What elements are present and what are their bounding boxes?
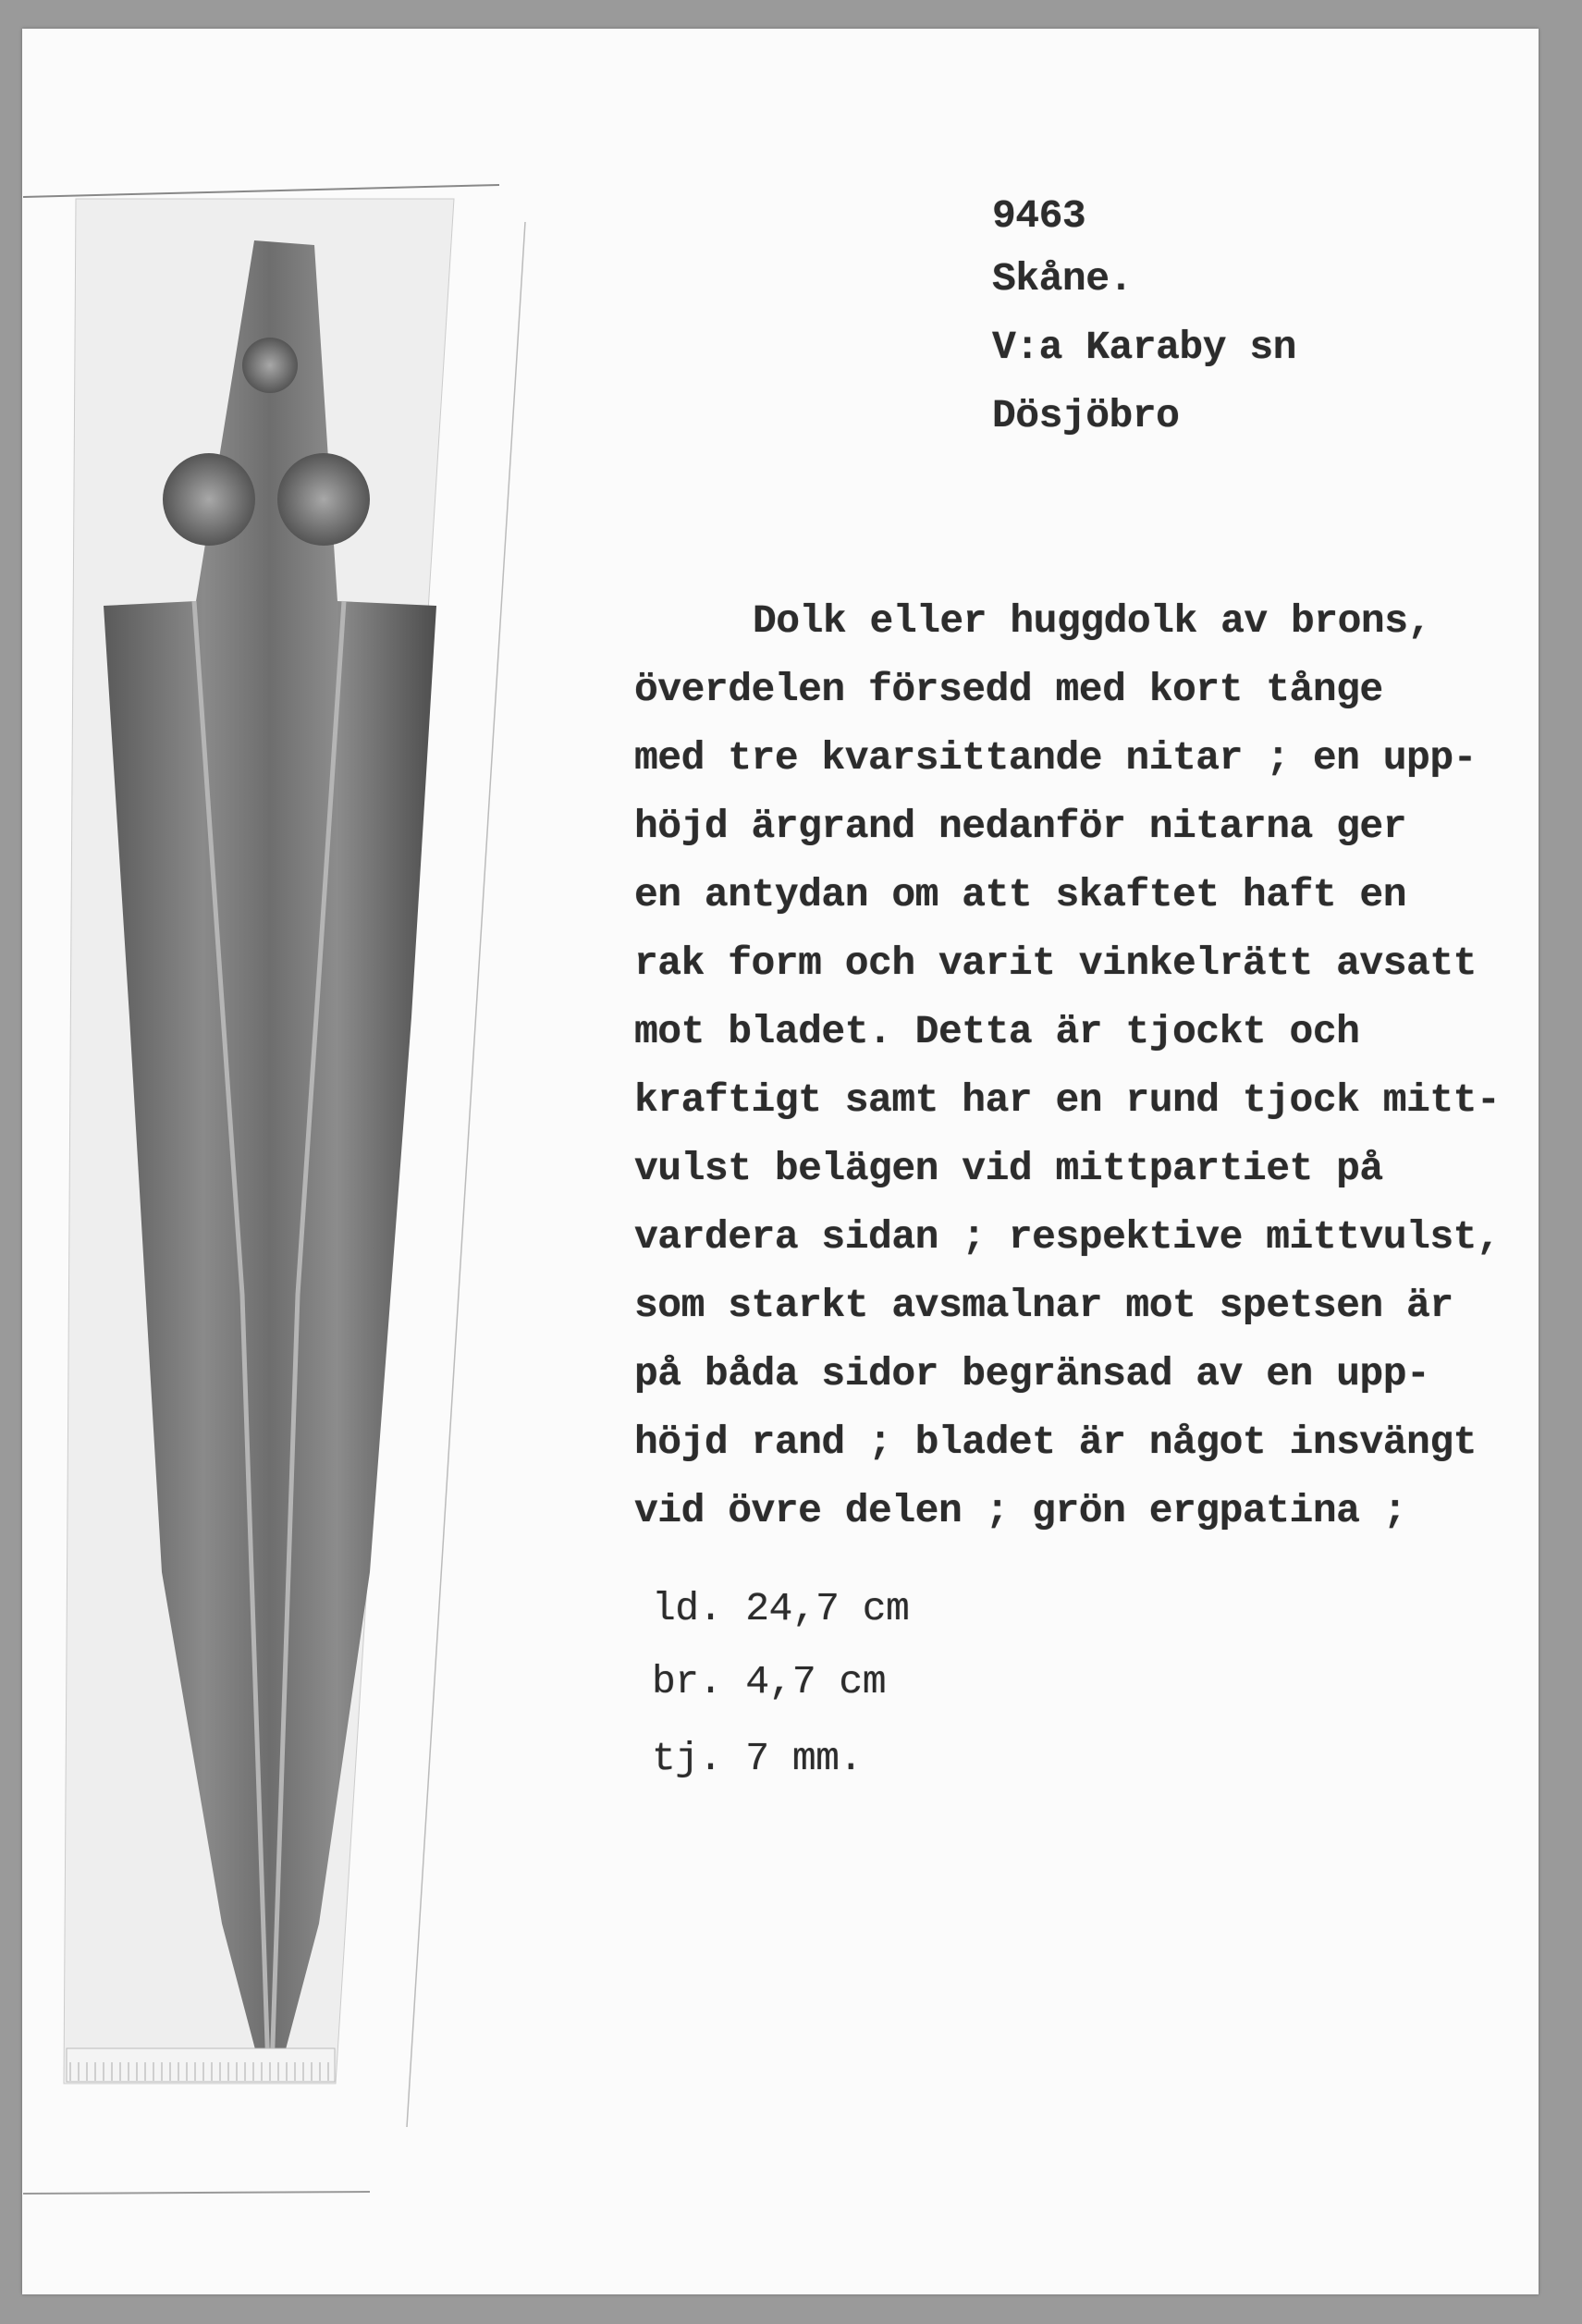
card-bottom-line	[23, 2192, 370, 2194]
description-line: höjd rand ; bladet är något insvängt	[634, 1420, 1477, 1465]
description-line: kraftigt samt har en rund tjock mitt-	[634, 1077, 1501, 1123]
catalog-number: 9463	[992, 193, 1086, 239]
description-line: mot bladet. Detta är tjockt och	[634, 1009, 1360, 1054]
province: Skåne.	[992, 256, 1133, 301]
description-line: höjd ärgrand nedanför nitarna ger	[634, 804, 1407, 849]
measurement-line: br. 4,7 cm	[652, 1659, 887, 1704]
description-line: som starkt avsmalnar mot spetsen är	[634, 1283, 1453, 1328]
description-line: vid övre delen ; grön ergpatina ;	[634, 1488, 1407, 1533]
description-line: en antydan om att skaftet haft en	[634, 872, 1407, 917]
description-line: Dolk eller huggdolk av brons,	[753, 598, 1431, 644]
card-pencil-line	[23, 185, 499, 197]
description-line: rak form och varit vinkelrätt avsatt	[634, 941, 1477, 986]
description-line: på båda sidor begränsad av en upp-	[634, 1351, 1430, 1396]
measurement-line: tj. 7 mm.	[652, 1736, 863, 1781]
rivet-top	[242, 338, 298, 393]
description-line: vulst belägen vid mittpartiet på	[634, 1146, 1383, 1191]
parish: V:a Karaby sn	[992, 325, 1296, 370]
description-line: vardera sidan ; respektive mittvulst,	[634, 1214, 1501, 1260]
site: Dösjöbro	[992, 393, 1180, 438]
description-line: med tre kvarsittande nitar ; en upp-	[634, 735, 1477, 781]
measurement-line: ld. 24,7 cm	[652, 1586, 910, 1631]
rivet-left	[163, 453, 255, 546]
rivet-right	[277, 453, 370, 546]
description-line: överdelen försedd med kort tånge	[634, 667, 1383, 712]
